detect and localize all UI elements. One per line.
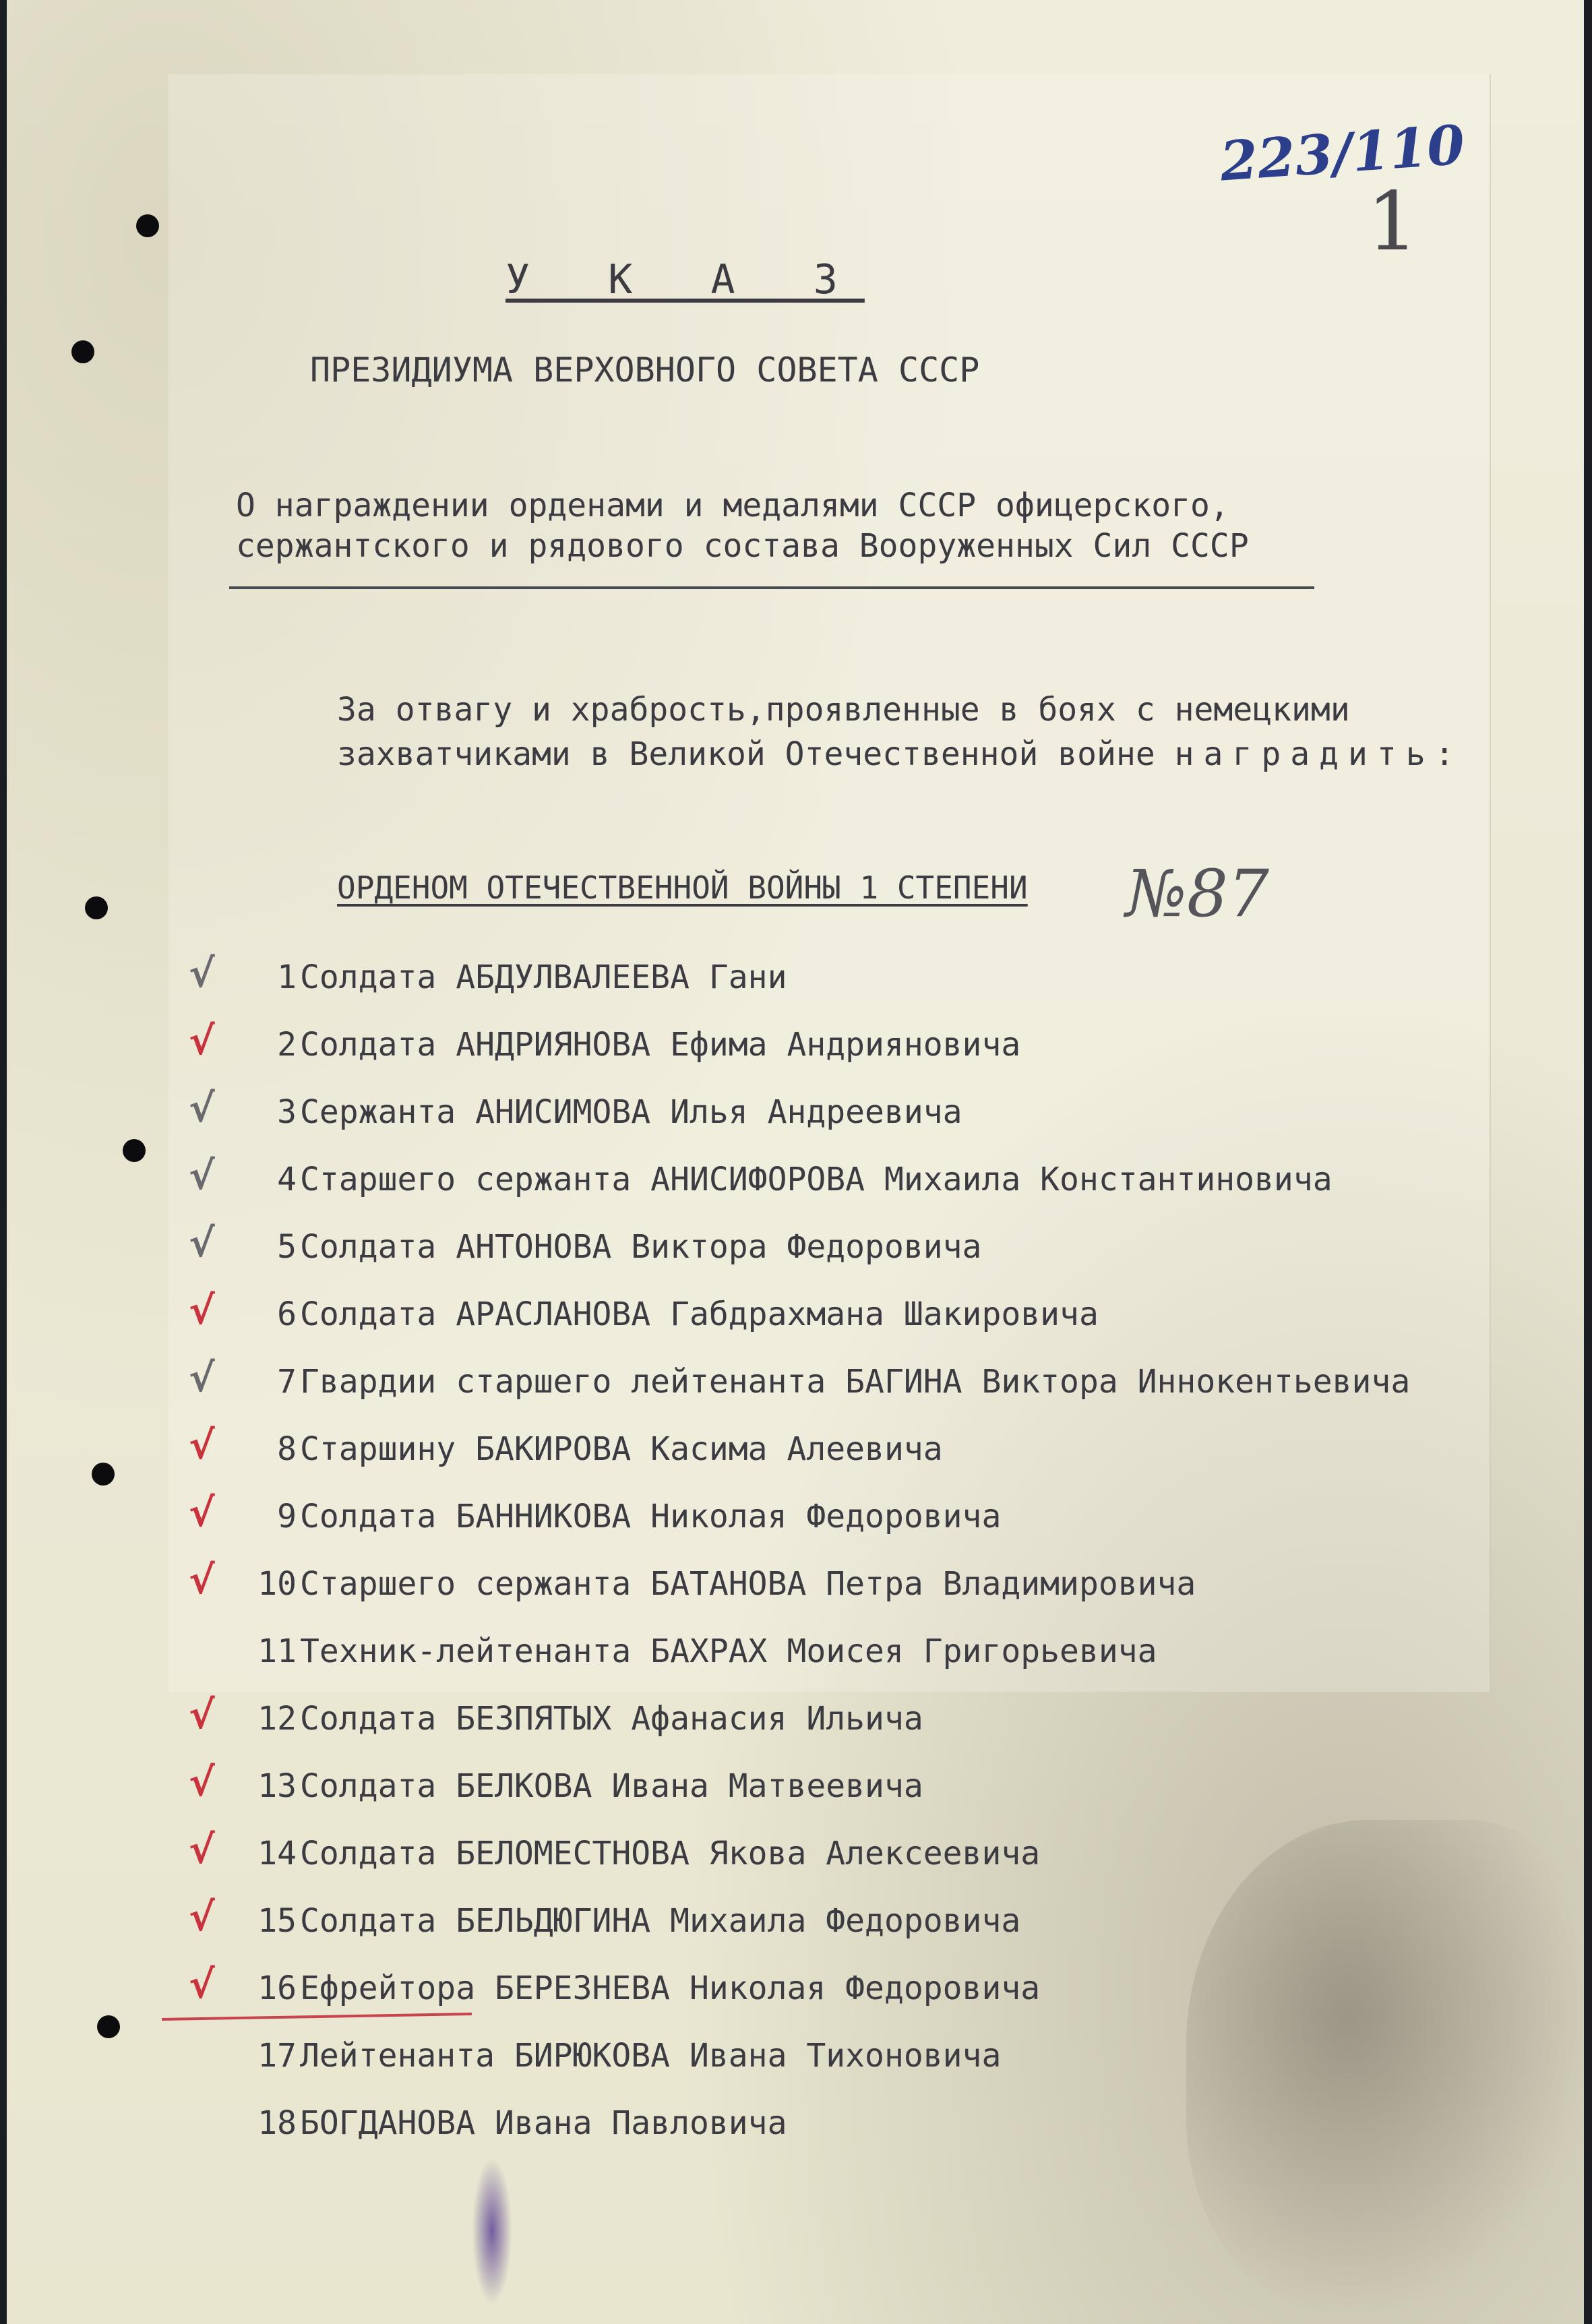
check-mark-icon: √ xyxy=(189,1153,215,1198)
recipient-row xyxy=(175,1220,1577,1287)
binder-hole xyxy=(97,2015,120,2038)
recipient-number: 5 xyxy=(277,1228,297,1266)
recipient-name: Гвардии старшего лейтенанта БАГИНА Виктора Иннокентьевича xyxy=(300,1363,1411,1401)
recipient-number: 10 xyxy=(257,1565,297,1603)
recipient-number: 7 xyxy=(277,1363,297,1401)
archive-number: 223/110 xyxy=(1218,113,1467,193)
sheet-number: 1 xyxy=(1367,175,1419,269)
recipient-row xyxy=(175,1153,1577,1220)
recipient-number: 11 xyxy=(257,1632,297,1670)
recipient-name: Солдата АНДРИЯНОВА Ефима Андрияновича xyxy=(300,1026,1021,1064)
award-heading: ОРДЕНОМ ОТЕЧЕСТВЕННОЙ ВОЙНЫ 1 СТЕПЕНИ xyxy=(337,869,1028,906)
separator-rule xyxy=(229,586,1314,589)
check-mark-icon: √ xyxy=(189,1692,215,1738)
recipient-number: 3 xyxy=(277,1093,297,1131)
check-mark-icon: √ xyxy=(189,950,215,996)
document-subtitle: ПРЕЗИДИУМА ВЕРХОВНОГО СОВЕТА СССР xyxy=(310,350,980,390)
check-mark-icon: √ xyxy=(189,1018,215,1064)
check-mark-icon: √ xyxy=(189,1085,215,1131)
recipient-number: 4 xyxy=(277,1161,297,1198)
binder-hole xyxy=(123,1139,146,1162)
recipient-name: Солдата БЕЛОМЕСТНОВА Якова Алексеевича xyxy=(300,1835,1041,1872)
document-title: У К А З xyxy=(506,256,865,303)
binder-hole xyxy=(85,896,108,919)
paper-stain xyxy=(1186,1820,1584,2319)
recipient-number: 1 xyxy=(277,958,297,996)
preamble-award-word: наградить: xyxy=(1174,735,1464,773)
recipient-number: 2 xyxy=(277,1026,297,1064)
check-mark-icon: √ xyxy=(189,1759,215,1805)
recipient-row xyxy=(175,1759,1577,1827)
check-mark-icon: √ xyxy=(189,1287,215,1333)
recipient-number: 18 xyxy=(257,2104,297,2142)
check-mark-icon: √ xyxy=(189,1557,215,1603)
recipient-row xyxy=(175,1422,1577,1490)
recipient-row xyxy=(175,1355,1577,1422)
recipient-row xyxy=(175,1287,1577,1355)
check-mark-icon: √ xyxy=(189,1961,215,2007)
check-mark-icon: √ xyxy=(189,1894,215,1940)
recipient-number: 12 xyxy=(257,1700,297,1738)
recipient-number: 13 xyxy=(257,1767,297,1805)
recipient-name: Солдата АНТОНОВА Виктора Федоровича xyxy=(300,1228,982,1266)
binder-hole xyxy=(71,340,94,363)
recipient-number: 17 xyxy=(257,2037,297,2075)
preamble-part1: За отвагу и храбрость,проявленные в боях с немецкими захватчиками в Великой Отечественной войне xyxy=(337,691,1350,773)
recipient-row xyxy=(175,1692,1577,1759)
recipient-number: 8 xyxy=(277,1430,297,1468)
check-mark-icon: √ xyxy=(189,1827,215,1872)
check-mark-icon: √ xyxy=(189,1355,215,1401)
recipient-name: БОГДАНОВА Ивана Павловича xyxy=(300,2104,787,2142)
recipient-number: 6 xyxy=(277,1295,297,1333)
recipient-row xyxy=(175,1085,1577,1153)
recipient-number: 16 xyxy=(257,1969,297,2007)
recipient-name: Солдата БЕЗПЯТЫХ Афанасия Ильича xyxy=(300,1700,923,1738)
recipient-row xyxy=(175,950,1577,1018)
recipient-number: 15 xyxy=(257,1902,297,1940)
recipient-name: Ефрейтора БЕРЕЗНЕВА Николая Федоровича xyxy=(300,1969,1041,2007)
ink-blot xyxy=(472,2157,512,2305)
recipient-name: Солдата БЕЛКОВА Ивана Матвеевича xyxy=(300,1767,923,1805)
binder-hole xyxy=(92,1463,115,1486)
decree-subject: О награждении орденами и медалями СССР офицерского, сержантского и рядового состава Вооруженных Сил СССР xyxy=(236,487,1249,565)
preamble-text xyxy=(236,687,1577,776)
recipient-number: 9 xyxy=(277,1498,297,1535)
check-mark-icon: √ xyxy=(189,1422,215,1468)
recipient-name: Солдата АРАСЛАНОВА Габдрахмана Шакировича xyxy=(300,1295,1099,1333)
decree-preamble xyxy=(236,687,1577,776)
recipient-name: Лейтенанта БИРЮКОВА Ивана Тихоновича xyxy=(300,2037,1002,2075)
document-page xyxy=(7,0,1584,2324)
recipient-row xyxy=(175,1624,1577,1692)
recipient-name: Солдата БЕЛЬДЮГИНА Михаила Федоровича xyxy=(300,1902,1021,1940)
check-mark-icon: √ xyxy=(189,1490,215,1535)
binder-hole xyxy=(136,214,159,237)
recipient-name: Старшего сержанта БАТАНОВА Петра Владимировича xyxy=(300,1565,1196,1603)
recipient-name: Техник-лейтенанта БАХРАХ Моисея Григорьевича xyxy=(300,1632,1157,1670)
recipient-name: Старшину БАКИРОВА Касима Алеевича xyxy=(300,1430,943,1468)
recipient-number: 14 xyxy=(257,1835,297,1872)
check-mark-icon: √ xyxy=(189,1220,215,1266)
recipient-name: Сержанта АНИСИМОВА Илья Андреевича xyxy=(300,1093,962,1131)
recipient-row xyxy=(175,1557,1577,1624)
award-handwritten-mark: №87 xyxy=(1126,856,1269,931)
recipient-name: Солдата АБДУЛВАЛЕЕВА Гани xyxy=(300,958,787,996)
recipient-row xyxy=(175,1018,1577,1085)
recipient-name: Старшего сержанта АНИСИФОРОВА Михаила Константиновича xyxy=(300,1161,1333,1198)
recipient-name: Солдата БАННИКОВА Николая Федоровича xyxy=(300,1498,1002,1535)
recipient-row xyxy=(175,1490,1577,1557)
